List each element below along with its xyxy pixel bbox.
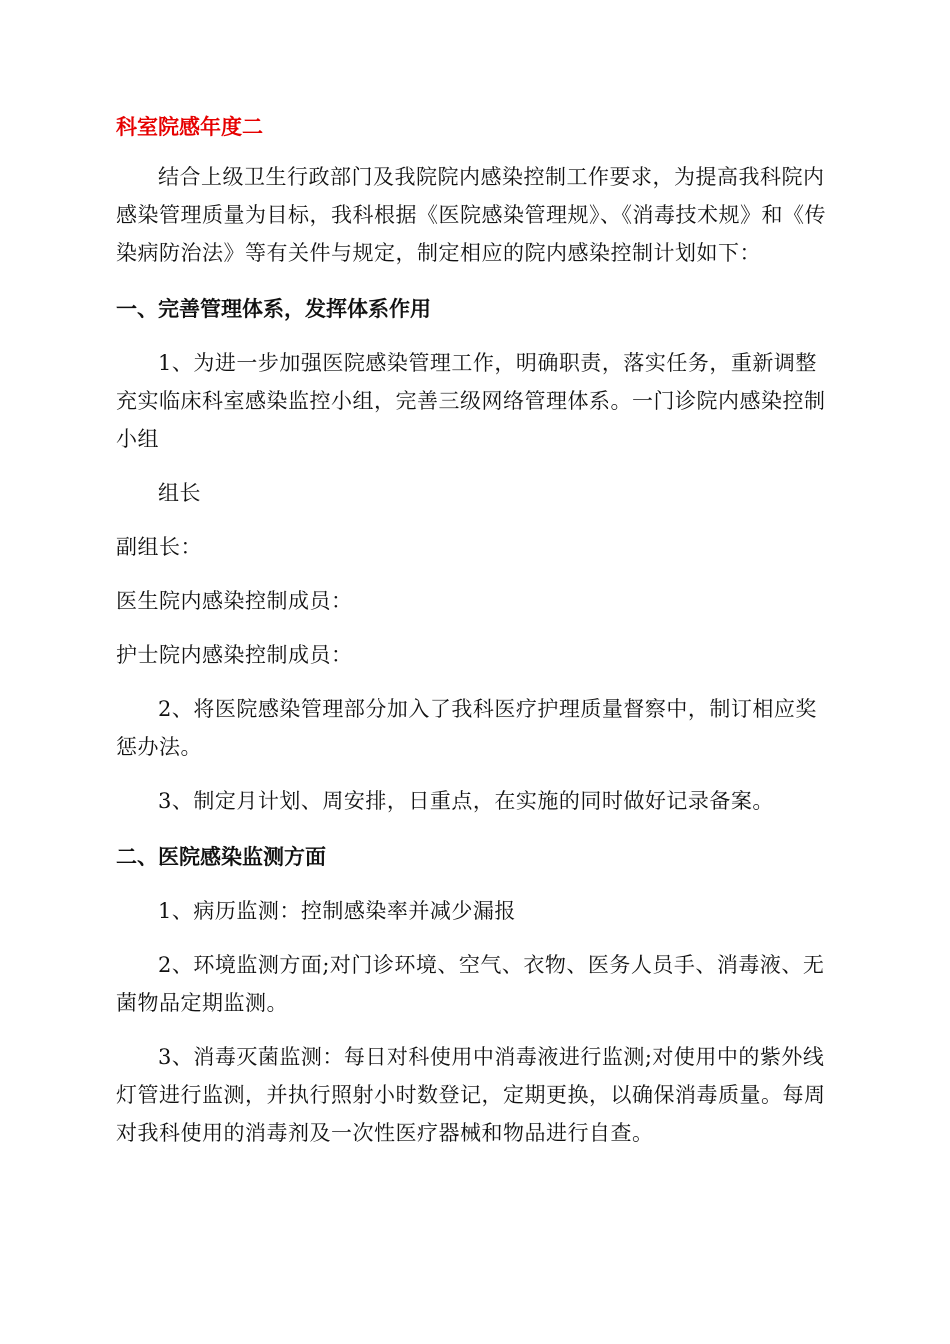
section-1-item-2: 2、将医院感染管理部分加入了我科医疗护理质量督察中，制订相应奖惩办法。 xyxy=(116,697,817,759)
section-1-item-1: 1、为进一步加强医院感染管理工作，明确职责，落实任务，重新调整充实临床科室感染监控小组，完善三级网络管理体系。一门诊院内感染控制小组 xyxy=(116,351,826,451)
section-2-item-3: 3、消毒灭菌监测：每日对科使用中消毒液进行监测;对使用中的紫外线灯管进行监测，并执行照射小时数登记，定期更换，以确保消毒质量。每周对我科使用的消毒剂及一次性医疗器械和物品进行自查。 xyxy=(116,1045,826,1145)
intro-paragraph: 结合上级卫生行政部门及我院院内感染控制工作要求，为提高我科院内感染管理质量为目标，我科根据《医院感染管理规》、《消毒技术规》和《传染病防治法》等有关件与规定，制定相应的院内感染控制计划如下： xyxy=(116,165,826,265)
section-2-item-1: 1、病历监测：控制感染率并减少漏报 xyxy=(158,899,516,923)
group-leader-line: 组长 xyxy=(158,481,201,505)
section-2-heading: 二、医院感染监测方面 xyxy=(116,845,326,869)
doctor-members-line: 医生院内感染控制成员： xyxy=(116,589,353,613)
nurse-members-line: 护士院内感染控制成员： xyxy=(116,643,353,667)
section-1-item-3: 3、制定月计划、周安排，日重点，在实施的同时做好记录备案。 xyxy=(158,789,774,813)
section-2-item-2: 2、环境监测方面;对门诊环境、空气、衣物、医务人员手、消毒液、无菌物品定期监测。 xyxy=(116,953,825,1015)
section-1-heading: 一、完善管理体系，发挥体系作用 xyxy=(116,297,431,321)
document-page xyxy=(116,112,836,1168)
deputy-leader-line: 副组长： xyxy=(116,535,202,559)
document-title: 科室院感年度二 xyxy=(116,115,263,139)
